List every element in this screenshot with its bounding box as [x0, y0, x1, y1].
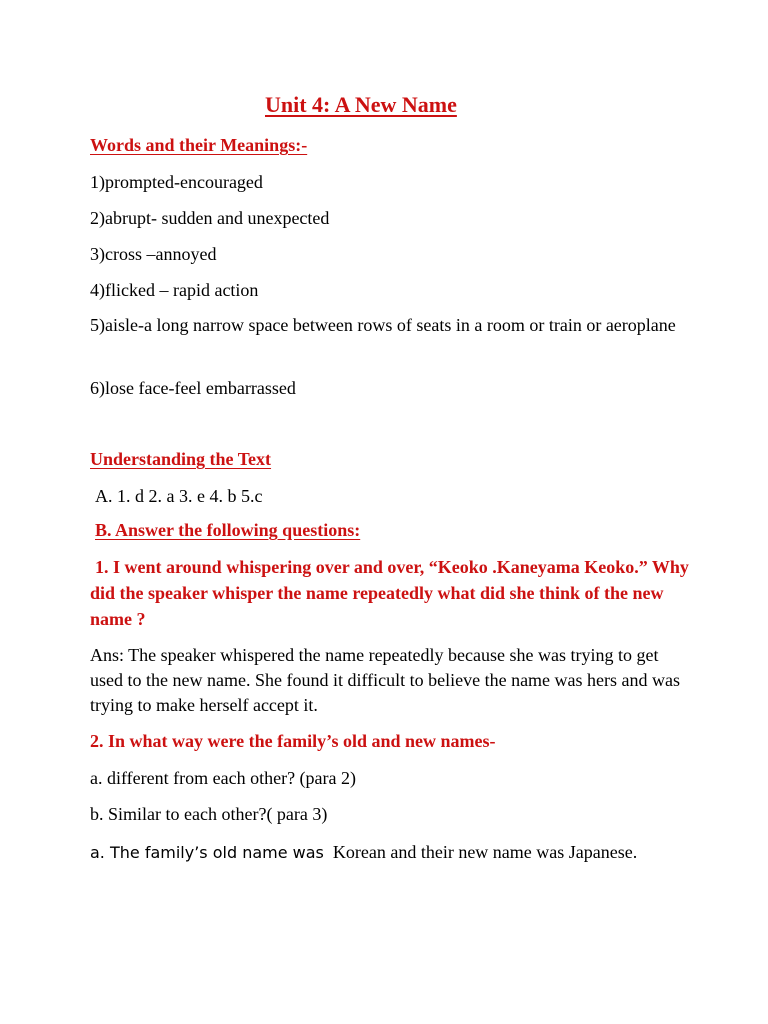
word-item-5: 5)aisle-a long narrow space between rows of seats in a room or train or aeroplane — [90, 315, 676, 335]
answer-2-part1: a. The family’s old name was — [90, 843, 324, 862]
question-1: 1. I went around whispering over and over, “Keoko .Kaneyama Keoko.” Why did the speaker whisper the name repeatedly what did she think of the new name ? — [90, 557, 689, 629]
section-b-heading: B. Answer the following questions: — [95, 520, 361, 540]
question-2b: b. Similar to each other?( para 3) — [90, 804, 328, 824]
word-item-4: 4)flicked – rapid action — [90, 280, 259, 300]
answer-2 — [90, 839, 637, 866]
word-item-2: 2)abrupt- sudden and unexpected — [90, 208, 330, 228]
answer-1: Ans: The speaker whispered the name repeatedly because she was trying to get used to the new name. She found it difficult to believe the name was hers and was trying to make herself accept it. — [90, 645, 681, 715]
words-heading: Words and their Meanings:- — [90, 135, 308, 155]
word-item-6: 6)lose face-feel embarrassed — [90, 378, 296, 398]
word-item-1: 1)prompted-encouraged — [90, 172, 263, 192]
page-title: Unit 4: A New Name — [265, 92, 457, 117]
answer-2-part2: Korean and their new name was Japanese. — [323, 842, 638, 862]
answers-a: A. 1. d 2. a 3. e 4. b 5.c — [95, 486, 263, 506]
word-item-3: 3)cross –annoyed — [90, 244, 217, 264]
question-2a: a. different from each other? (para 2) — [90, 768, 357, 788]
question-2: 2. In what way were the family’s old and new names- — [90, 731, 496, 751]
understanding-heading: Understanding the Text — [90, 449, 272, 469]
